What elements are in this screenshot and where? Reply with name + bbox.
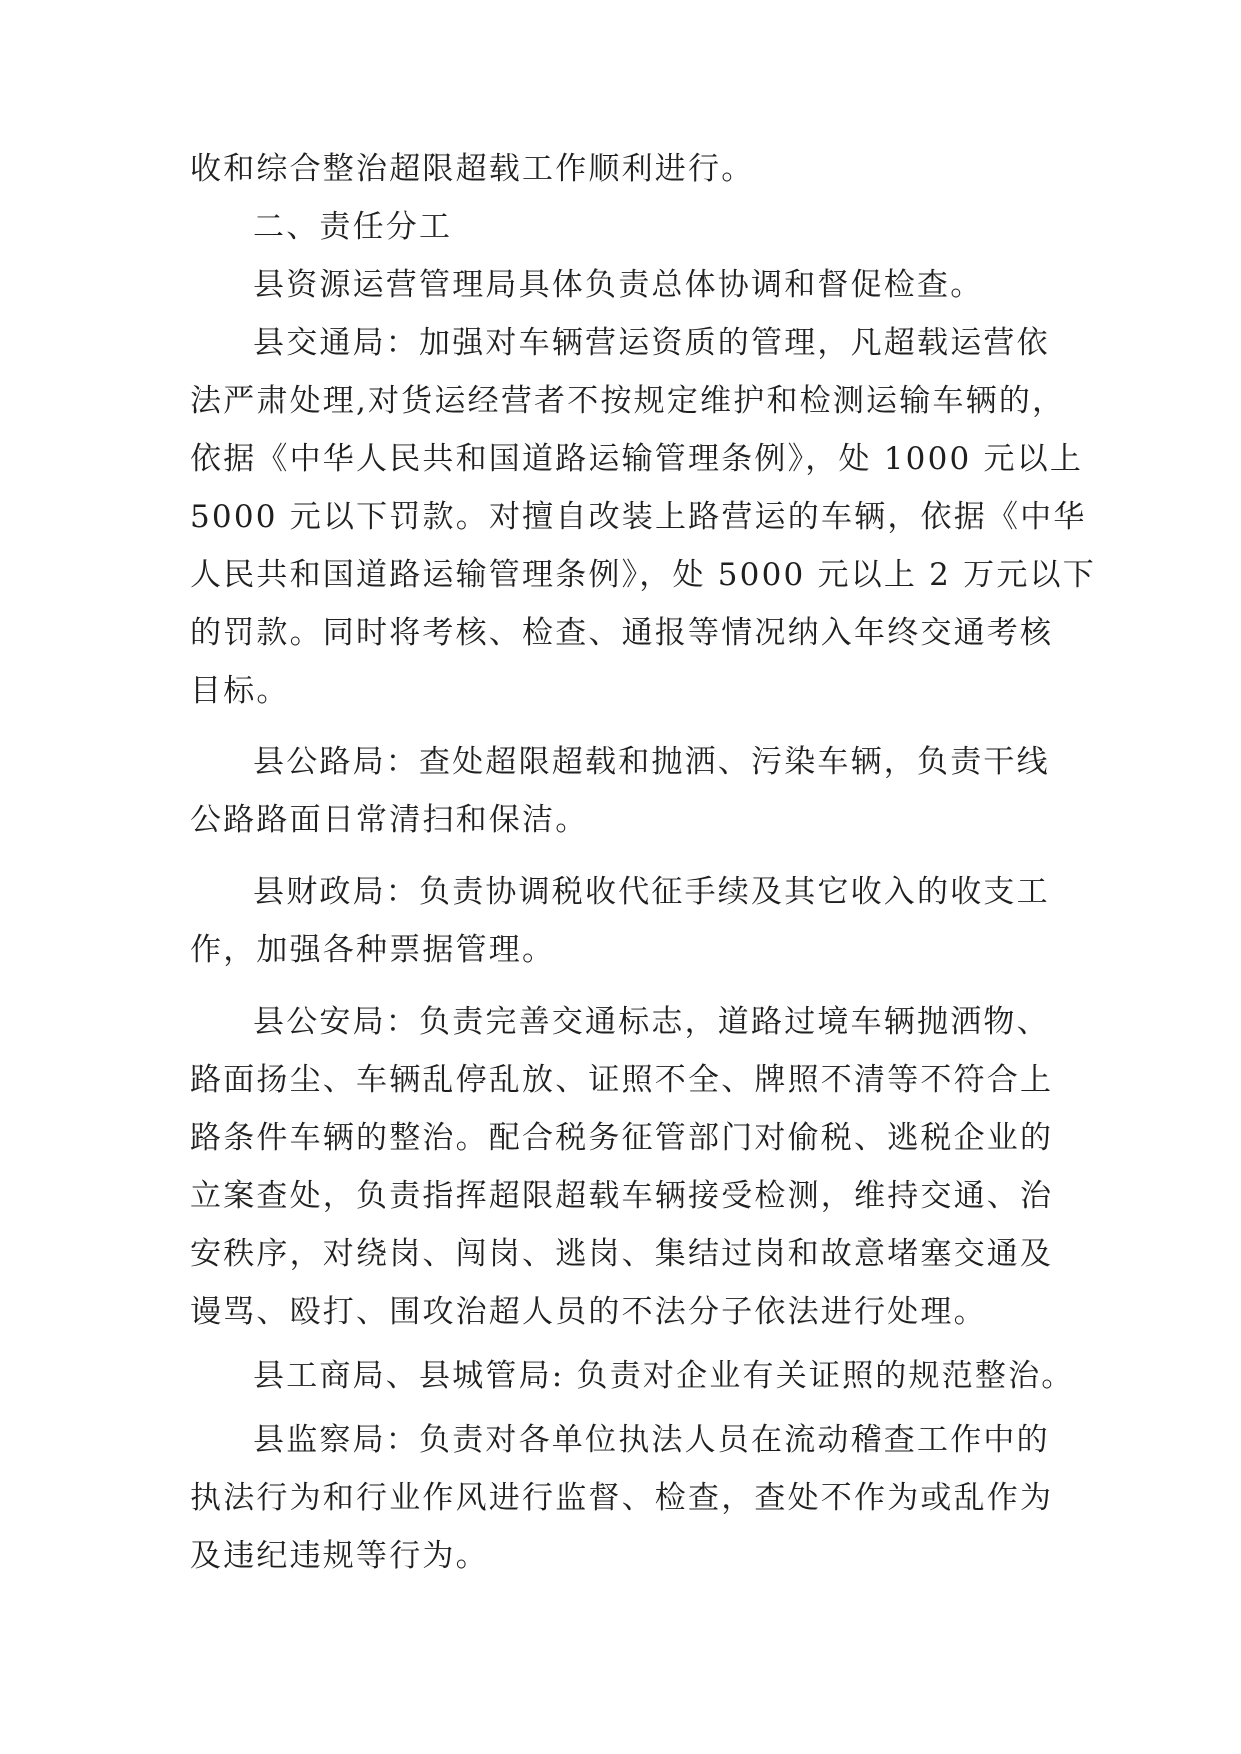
text-line: 及违纪违规等行为。: [190, 1538, 489, 1574]
text-line: 县资源运营管理局具体负责总体协调和督促检查。: [253, 267, 984, 303]
text-line: 县公路局：查处超限超载和抛洒、污染车辆，负责干线: [253, 744, 1050, 780]
text-line: 县交通局：加强对车辆营运资质的管理，凡超载运营依: [253, 325, 1050, 361]
text-line: 路条件车辆的整治。配合税务征管部门对偷税、逃税企业的: [190, 1120, 1054, 1156]
text-line: 公路路面日常清扫和保洁。: [190, 802, 589, 838]
text-line: 县工商局、县城管局: 负责对企业有关证照的规范整治。: [253, 1358, 1075, 1394]
text-line: 的罚款。同时将考核、检查、通报等情况纳入年终交通考核: [190, 615, 1054, 651]
text-line: 作，加强各种票据管理。: [190, 932, 556, 968]
text-line: 执法行为和行业作风进行监督、检查，查处不作为或乱作为: [190, 1480, 1054, 1516]
text-line: 立案查处，负责指挥超限超载车辆接受检测，维持交通、治: [190, 1178, 1054, 1214]
text-line: 路面扬尘、车辆乱停乱放、证照不全、牌照不清等不符合上: [190, 1062, 1054, 1098]
text-line: 县财政局：负责协调税收代征手续及其它收入的收支工: [253, 874, 1050, 910]
text-line: 县公安局：负责完善交通标志，道路过境车辆抛洒物、: [253, 1004, 1050, 1040]
text-line: 收和综合整治超限超载工作顺利进行。: [190, 151, 755, 187]
section-heading: 二、责任分工: [253, 209, 453, 245]
text-line: 人民共和国道路运输管理条例》，处 5000 元以上 2 万元以下: [190, 557, 1096, 593]
text-line: 依据《中华人民共和国道路运输管理条例》，处 1000 元以上: [190, 441, 1084, 477]
text-line: 谩骂、殴打、围攻治超人员的不法分子依法进行处理。: [190, 1294, 987, 1330]
text-line: 县监察局：负责对各单位执法人员在流动稽查工作中的: [253, 1422, 1050, 1458]
text-line: 法严肃处理,对货运经营者不按规定维护和检测运输车辆的，: [190, 383, 1066, 419]
text-line: 安秩序，对绕岗、闯岗、逃岗、集结过岗和故意堵塞交通及: [190, 1236, 1054, 1272]
text-line: 目标。: [190, 673, 290, 709]
text-line: 5000 元以下罚款。对擅自改装上路营运的车辆，依据《中华: [190, 499, 1087, 535]
